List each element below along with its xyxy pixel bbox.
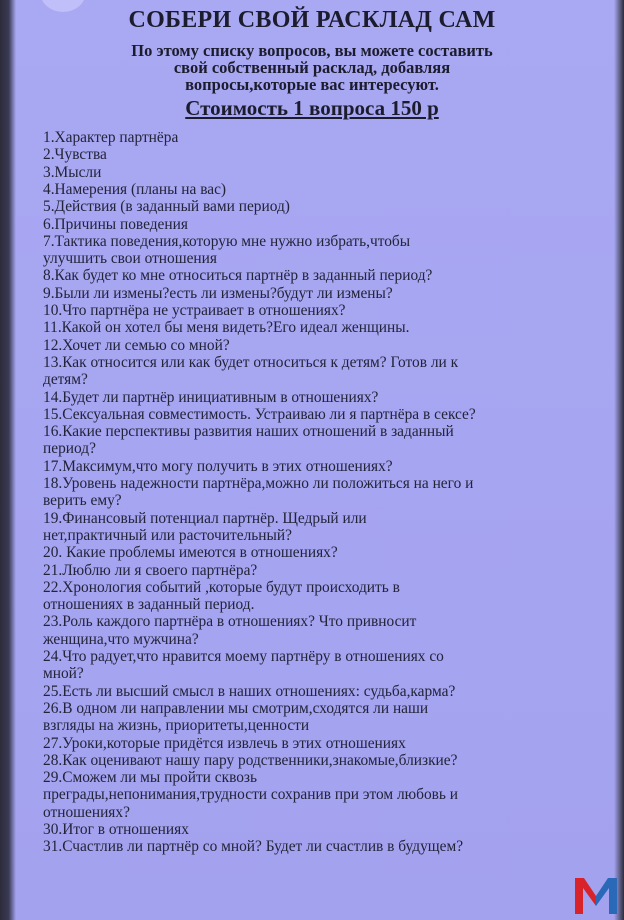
question-item-continuation: женщина,что мужчина? xyxy=(43,630,199,648)
question-item-continuation: отношениях? xyxy=(43,803,130,821)
m-logo-icon xyxy=(572,874,620,916)
question-item: 31.Счастлив ли партнёр со мной? Будет ли счастлив в будущем? xyxy=(43,838,464,856)
question-item: 8.Как будет ко мне относиться партнёр в заданный период? xyxy=(43,267,433,285)
question-item-continuation: нет,практичный или расточительный? xyxy=(43,526,292,544)
subtitle-line: По этому списку вопросов, вы можете составить xyxy=(131,41,493,60)
question-item: 19.Финансовый потенциал партнёр. Щедрый или xyxy=(43,509,367,527)
question-item-continuation: отношениях в заданный период. xyxy=(43,596,255,614)
price-heading: Стоимость 1 вопроса 150 р xyxy=(185,96,439,120)
question-item: 13.Как относится или как будет относиться к детям? Готов ли к xyxy=(43,353,459,371)
question-item-continuation: взгляды на жизнь, приоритеты,ценности xyxy=(43,717,310,735)
question-item: 22.Хронология событий ,которые будут происходить в xyxy=(43,578,400,596)
question-item: 6.Причины поведения xyxy=(43,215,188,233)
question-item: 30.Итог в отношениях xyxy=(43,821,189,838)
question-item: 9.Были ли измены?есть ли измены?будут ли измены? xyxy=(43,284,393,302)
question-item-continuation: преграды,непонимания,трудности сохранив при этом любовь и xyxy=(43,786,459,804)
question-item: 7.Тактика поведения,которую мне нужно избрать,чтобы xyxy=(43,232,411,250)
subtitle-line: свой собственный расклад, добавляя xyxy=(173,58,451,77)
question-item-continuation: мной? xyxy=(43,665,84,683)
question-item-continuation: улучшить свои отношения xyxy=(43,250,217,268)
question-item: 18.Уровень надежности партнёра,можно ли положиться на него и xyxy=(43,475,474,492)
question-item: 24.Что радует,что нравится моему партнёру в отношениях со xyxy=(43,648,444,665)
question-item: 4.Намерения (планы на вас) xyxy=(43,180,227,198)
page-title: СОБЕРИ СВОЙ РАСКЛАД САМ xyxy=(128,7,496,33)
question-item-continuation: верить ему? xyxy=(43,492,122,510)
subtitle-line: вопросы,которые вас интересуют. xyxy=(185,75,439,94)
question-item: 1.Характер партнёра xyxy=(43,129,179,146)
question-item: 12.Хочет ли семью со мной? xyxy=(43,336,230,354)
question-item: 11.Какой он хотел бы меня видеть?Его идеал женщины. xyxy=(43,319,410,337)
question-item: 26.В одном ли направлении мы смотрим,сходятся ли наши xyxy=(43,699,429,717)
question-item: 14.Будет ли партнёр инициативным в отношениях? xyxy=(43,388,379,406)
question-item: 16.Какие перспективы развития наших отношений в заданный xyxy=(43,423,454,441)
question-item: 21.Люблю ли я своего партнёра? xyxy=(43,561,258,579)
question-item: 10.Что партнёра не устраивает в отношениях? xyxy=(43,302,346,319)
question-item: 20. Какие проблемы имеются в отношениях? xyxy=(43,544,338,562)
question-item: 17.Максимум,что могу получить в этих отношениях? xyxy=(43,457,393,475)
right-shadow-edge xyxy=(614,0,624,920)
left-shadow-edge xyxy=(0,0,16,920)
question-item: 27.Уроки,которые придётся извлечь в этих отношениях xyxy=(43,734,406,752)
question-item: 15.Сексуальная совместимость. Устраиваю ли я партнёра в сексе? xyxy=(43,405,476,423)
question-item: 25.Есть ли высший смысл в наших отношениях: судьба,карма? xyxy=(43,682,456,700)
question-item-continuation: детям? xyxy=(43,371,88,389)
question-item: 3.Мысли xyxy=(43,163,102,181)
question-item: 29.Сможем ли мы пройти сквозь xyxy=(43,769,258,787)
question-item: 2.Чувства xyxy=(43,146,107,164)
question-item: 5.Действия (в заданный вами период) xyxy=(43,198,290,216)
question-item: 23.Роль каждого партнёра в отношениях? Что привносит xyxy=(43,613,417,631)
question-item: 28.Как оценивают нашу пару родственники,знакомые,близкие? xyxy=(43,751,458,769)
question-item-continuation: период? xyxy=(43,440,96,458)
